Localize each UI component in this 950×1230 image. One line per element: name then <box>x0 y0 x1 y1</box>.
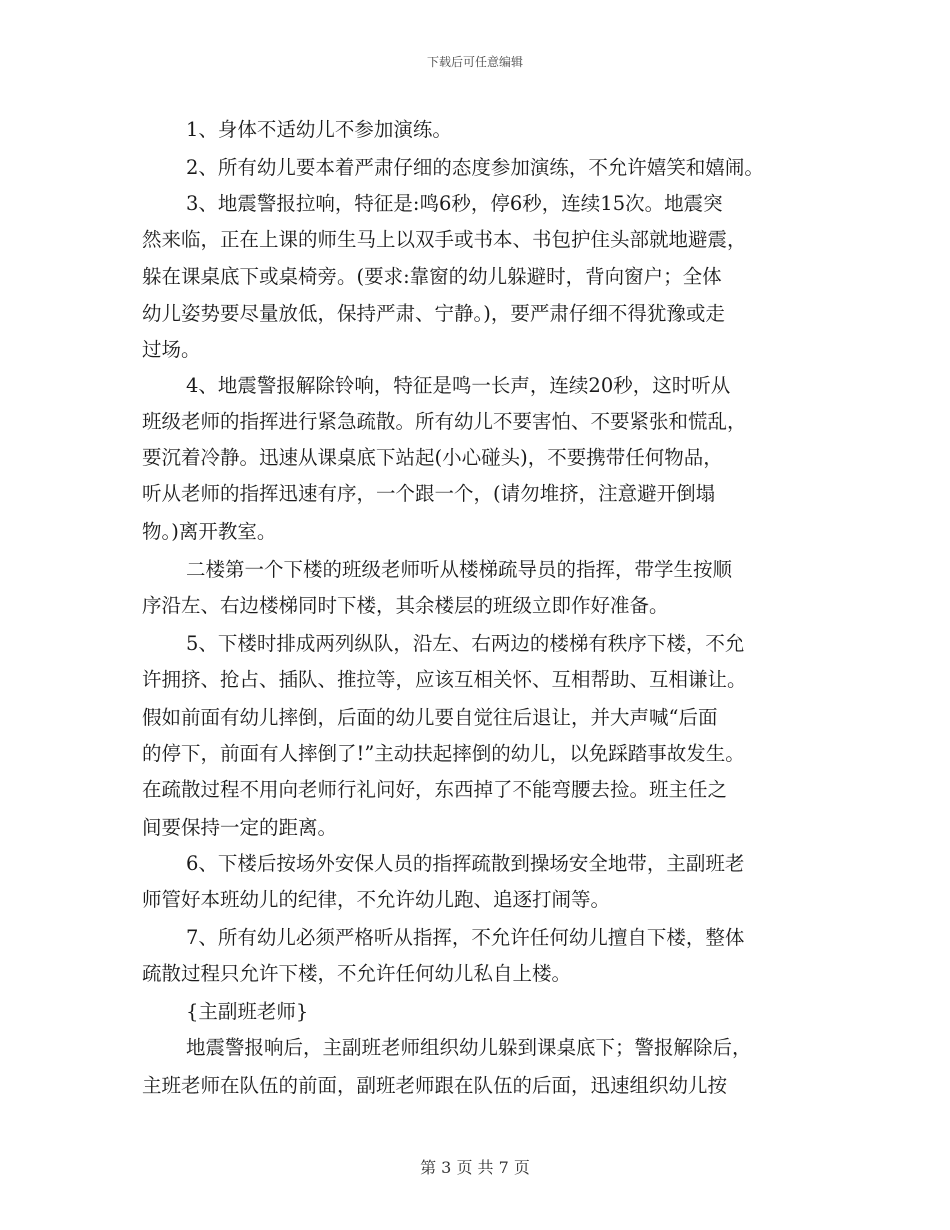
paragraph-line: 要沉着冷静。迅速从课桌底下站起(小心碰头)，不要携带任何物品， <box>142 446 723 469</box>
paragraph-line: {主副班老师} <box>186 1000 309 1023</box>
paragraph-line: 在疏散过程不用向老师行礼问好，东西掉了不能弯腰去捡。班主任之 <box>142 778 728 801</box>
paragraph-line: 过场。 <box>142 338 201 361</box>
paragraph-line: 疏散过程只允许下楼，不允许任何幼儿私自上楼。 <box>142 962 572 985</box>
paragraph-line: 序沿左、右边楼梯同时下楼，其余楼层的班级立即作好准备。 <box>142 594 669 617</box>
paragraph-line: 躲在课桌底下或桌椅旁。(要求:靠窗的幼儿躲避时，背向窗户；全体 <box>142 265 722 288</box>
paragraph-line: 6、下楼后按场外安保人员的指挥疏散到操场安全地带，主副班老 <box>186 852 745 875</box>
paragraph-line: 间要保持一定的距离。 <box>142 816 338 839</box>
page-footer: 第 3 页 共 7 页 <box>420 1158 530 1177</box>
paragraph-line: 2、所有幼儿要本着严肃仔细的态度参加演练，不允许嬉笑和嬉闹。 <box>186 156 764 179</box>
paragraph-line: 二楼第一个下楼的班级老师听从楼梯疏导员的指挥，带学生按顺 <box>186 558 733 581</box>
paragraph-line: 班级老师的指挥进行紧急疏散。所有幼儿不要害怕、不要紧张和慌乱， <box>142 410 747 433</box>
page-header: 下载后可任意编辑 <box>426 55 523 69</box>
paragraph-line: 3、地震警报拉响，特征是:鸣6秒，停6秒，连续15次。地震突 <box>186 192 723 215</box>
paragraph-line: 地震警报响后，主副班老师组织幼儿躲到课桌底下；警报解除后， <box>186 1036 752 1059</box>
paragraph-line: 7、所有幼儿必须严格听从指挥，不允许任何幼儿擅自下楼，整体 <box>186 926 745 949</box>
paragraph-line: 1、身体不适幼儿不参加演练。 <box>186 118 452 141</box>
paragraph-line: 幼儿姿势要尽量放低，保持严肃、宁静。)，要严肃仔细不得犹豫或走 <box>142 302 725 325</box>
paragraph-line: 的停下，前面有人摔倒了!”主动扶起摔倒的幼儿，以免踩踏事故发生。 <box>142 742 745 765</box>
paragraph-line: 然来临，正在上课的师生马上以双手或书本、书包护住头部就地避震， <box>142 228 747 251</box>
paragraph-line: 许拥挤、抢占、插队、推拉等，应该互相关怀、互相帮助、互相谦让。 <box>142 668 747 691</box>
paragraph-line: 主班老师在队伍的前面，副班老师跟在队伍的后面，迅速组织幼儿按 <box>142 1074 728 1097</box>
paragraph-line: 假如前面有幼儿摔倒，后面的幼儿要自觉往后退让，并大声喊“后面 <box>142 706 718 729</box>
paragraph-line: 师管好本班幼儿的纪律，不允许幼儿跑、追逐打闹等。 <box>142 888 611 911</box>
paragraph-line: 4、地震警报解除铃响，特征是鸣一长声，连续20秒，这时听从 <box>186 374 731 397</box>
paragraph-line: 5、下楼时排成两列纵队，沿左、右两边的楼梯有秩序下楼，不允 <box>186 632 745 655</box>
paragraph-line: 听从老师的指挥迅速有序，一个跟一个，(请勿堆挤，注意避开倒塌 <box>142 482 716 505</box>
paragraph-line: 物。)离开教室。 <box>142 520 277 543</box>
